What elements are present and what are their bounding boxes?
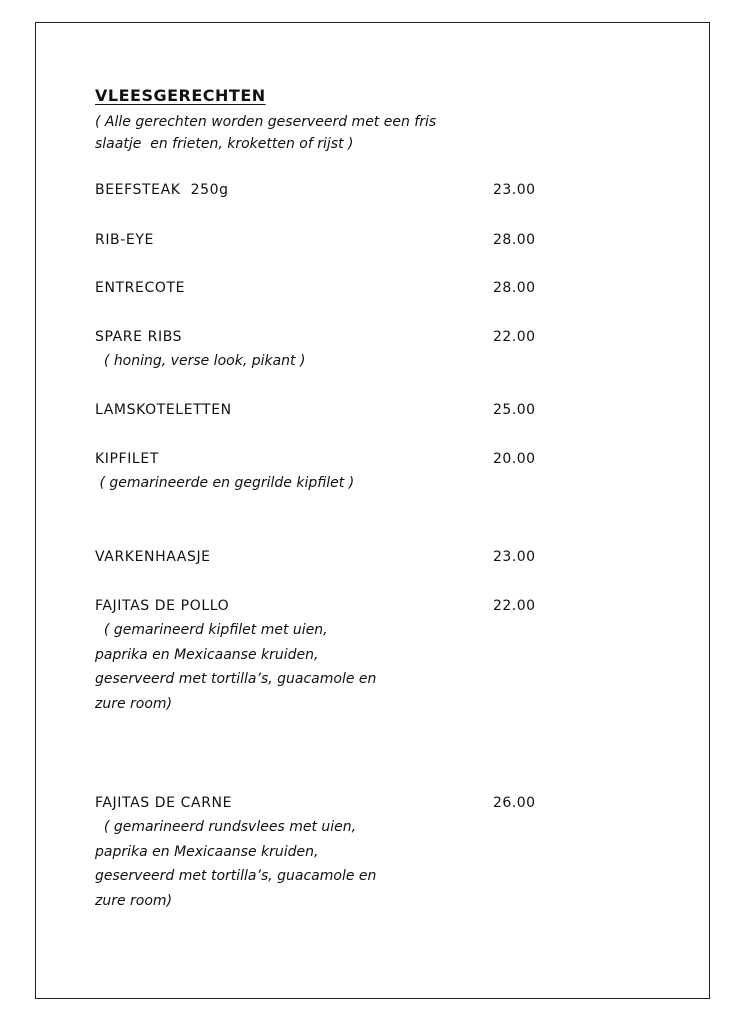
item-name: ENTRECOTE (95, 280, 186, 296)
item-name: SPARE RIBS (95, 329, 183, 345)
description-line: zure room) (95, 892, 173, 909)
item-description: ( gemarineerde en gegrilde kipfilet ) (95, 475, 355, 491)
menu-item-entrecote (95, 276, 555, 300)
item-price: 22.00 (493, 598, 536, 614)
item-price: 28.00 (493, 280, 536, 296)
item-name: LAMSKOTELETTEN (95, 402, 232, 418)
description-line: zure room) (95, 695, 173, 712)
menu-item-varkenhaasje (95, 545, 555, 569)
item-name: VARKENHAASJE (95, 549, 211, 565)
item-name: BEEFSTEAK 250g (95, 182, 229, 198)
item-description (95, 618, 455, 716)
item-price: 28.00 (493, 232, 536, 248)
item-price: 22.00 (493, 329, 536, 345)
item-name: FAJITAS DE CARNE (95, 795, 233, 811)
menu-item-lamskoteletten (95, 398, 555, 422)
item-price: 23.00 (493, 182, 536, 198)
menu-item-kipfilet (95, 447, 555, 496)
description-line: geserveerd met tortilla’s, guacamole en (95, 671, 377, 687)
item-price: 25.00 (493, 402, 536, 418)
item-name: RIB-EYE (95, 232, 154, 248)
description-line: paprika en Mexicaanse kruiden, (95, 843, 319, 860)
menu-item-rib-eye (95, 228, 555, 252)
item-price: 26.00 (493, 795, 536, 811)
intro-line: ( Alle gerechten worden geserveerd met een fris (95, 114, 437, 130)
intro-line: slaatje en frieten, kroketten of rijst ) (95, 136, 354, 152)
item-name: FAJITAS DE POLLO (95, 598, 230, 614)
item-price: 23.00 (493, 549, 536, 565)
menu-item-spare-ribs (95, 325, 555, 374)
item-name: KIPFILET (95, 451, 159, 467)
description-line: geserveerd met tortilla’s, guacamole en (95, 868, 377, 884)
description-line: ( gemarineerd kipfilet met uien, (95, 622, 328, 638)
item-price: 20.00 (493, 451, 536, 467)
menu-item-fajitas-de-carne (95, 791, 555, 913)
description-line: ( gemarineerd rundsvlees met uien, (95, 819, 357, 835)
section-intro (95, 111, 436, 155)
description-line: paprika en Mexicaanse kruiden, (95, 646, 319, 663)
item-description (95, 815, 455, 913)
menu-item-fajitas-de-pollo (95, 594, 555, 716)
item-description: ( honing, verse look, pikant ) (95, 353, 306, 369)
menu-item-beefsteak (95, 178, 555, 202)
section-title: VLEESGERECHTEN (95, 86, 266, 105)
